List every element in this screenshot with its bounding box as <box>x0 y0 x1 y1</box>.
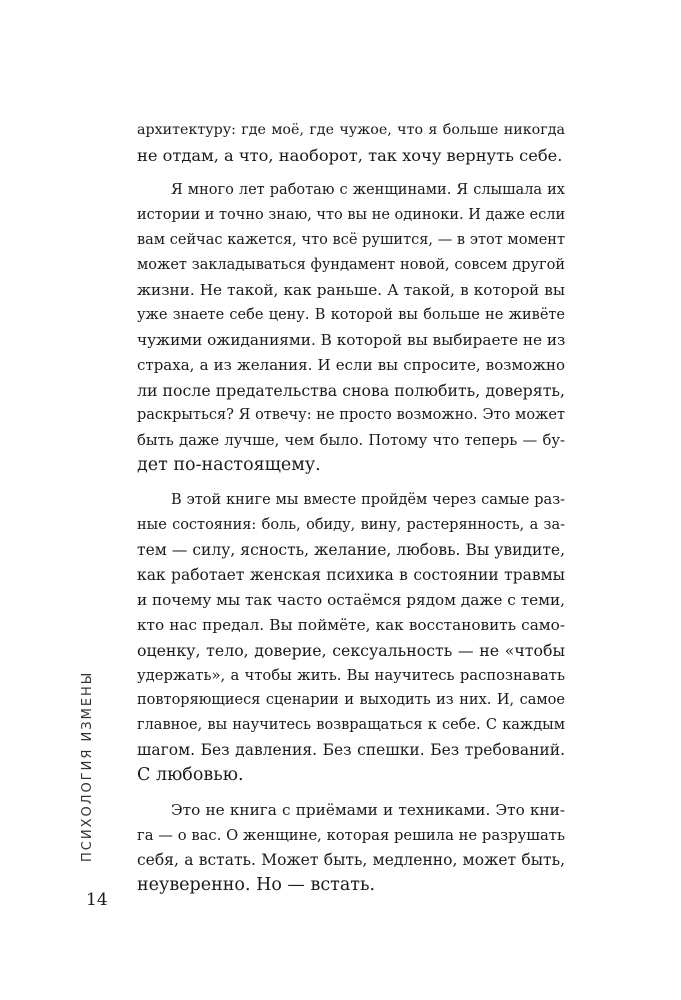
text-line: жизни. Не такой, как раньше. А такой, в которой вы <box>137 281 565 299</box>
text-line: быть даже лучше, чем было. Потому что теперь — бу- <box>137 432 565 449</box>
text-line: неуверенно. Но — встать. <box>137 875 376 895</box>
text-line: чужими ожиданиями. В которой вы выбираете не из <box>137 331 566 349</box>
text-line: Это не книга с приёмами и техниками. Это кни- <box>171 801 565 819</box>
page-number: 14 <box>86 890 108 910</box>
paragraph <box>137 798 565 898</box>
text-line: главное, вы научитесь возвращаться к себе. С каждым <box>137 717 565 733</box>
text-line: раскрыться? Я отвечу: не просто возможно. Это может <box>137 407 565 423</box>
text-line: оценку, тело, доверие, сексуальность — не «чтобы <box>137 641 565 660</box>
text-line: С любовью. <box>137 765 244 785</box>
text-line: кто нас предал. Вы поймёте, как восстановить само- <box>137 616 565 634</box>
text-line: удержать», а чтобы жить. Вы научитесь распознавать <box>137 667 565 684</box>
text-line: себя, а встать. Может быть, медленно, может быть, <box>137 851 565 869</box>
text-line: вам сейчас кажется, что всё рушится, — в этот момент <box>137 232 565 248</box>
text-line: шагом. Без давления. Без спешки. Без требований. <box>137 741 565 759</box>
text-line: ные состояния: боль, обиду, вину, растерянность, а за- <box>137 517 565 533</box>
text-line: Я много лет работаю с женщинами. Я слышала их <box>171 182 565 198</box>
paragraph <box>137 178 565 478</box>
text-line: тем — силу, ясность, желание, любовь. Вы увидите, <box>137 541 565 559</box>
text-line: архитектуру: где моё, где чужое, что я больше никогда <box>137 122 565 138</box>
text-line: га — о вас. О женщине, которая решила не разрушать <box>137 827 565 844</box>
text-line: уже знаете себе цену. В которой вы больше не живёте <box>137 307 565 323</box>
running-head: ПСИХОЛОГИЯ ИЗМЕНЫ <box>80 670 95 862</box>
text-line: и почему мы так часто остаёмся рядом даже с теми, <box>137 591 565 609</box>
text-line: истории и точно знаю, что вы не одиноки. И даже если <box>137 207 566 223</box>
text-line: ли после предательства снова полюбить, доверять, <box>137 381 565 400</box>
body-text <box>137 118 565 898</box>
text-line: страха, а из желания. И если вы спросите, возможно <box>137 356 565 374</box>
text-line: дет по-настоящему. <box>137 455 321 475</box>
text-line: повторяющиеся сценарии и выходить из них. И, самое <box>137 692 565 708</box>
paragraph <box>137 118 565 168</box>
text-line: может закладываться фундамент новой, совсем другой <box>137 257 565 273</box>
text-line: не отдам, а что, наоборот, так хочу вернуть себе. <box>137 146 563 165</box>
paragraph <box>137 488 565 788</box>
text-line: как работает женская психика в состоянии травмы <box>137 566 565 584</box>
text-line: В этой книге мы вместе пройдём через самые раз- <box>171 492 565 508</box>
